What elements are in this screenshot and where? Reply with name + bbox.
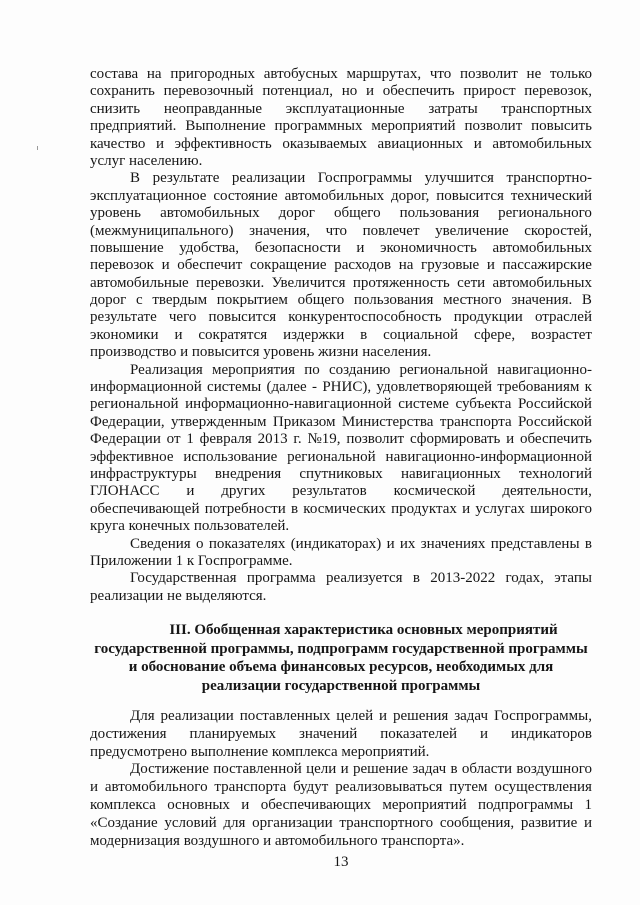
word: значения.: [511, 292, 573, 309]
word: отраслей: [534, 309, 592, 326]
paragraph: [90, 536, 592, 571]
word: информационно-навигационной: [185, 396, 392, 413]
word: поставленной: [213, 761, 302, 778]
word: позволит: [459, 66, 518, 82]
text-line: [90, 257, 592, 274]
word: и: [90, 779, 99, 796]
word: повысится: [436, 187, 504, 204]
word: решение: [352, 761, 409, 778]
word: автомобильных: [492, 274, 592, 291]
text-line: [90, 431, 592, 448]
word: и: [156, 135, 165, 152]
word: показателей: [380, 725, 458, 742]
word: 1: [584, 796, 592, 813]
text-line: [90, 779, 592, 797]
word: но: [341, 83, 358, 100]
word: основных: [167, 796, 230, 813]
word: пользования: [353, 292, 434, 309]
text-line: [90, 223, 592, 240]
text-line: [90, 466, 592, 483]
word: увеличение: [435, 222, 509, 239]
word: маршрутах,: [346, 66, 422, 82]
text-line: предусмотрено выполнение комплекса мероприятий.: [90, 743, 430, 760]
word: внедрения: [214, 465, 282, 482]
word: значения,: [249, 222, 311, 239]
word: дорог: [278, 205, 315, 222]
word: «Создание: [90, 814, 158, 831]
word: в: [360, 326, 368, 343]
word: возрастет: [530, 326, 592, 343]
word: транспорта: [439, 413, 512, 430]
text-line: [90, 483, 592, 500]
word: решения: [392, 708, 449, 724]
word: сообщения,: [439, 814, 515, 831]
word: автобусных: [263, 66, 338, 82]
word: повышение: [90, 239, 164, 256]
text-line: [90, 414, 592, 431]
word: позволит: [464, 118, 523, 135]
word: и: [356, 239, 365, 256]
word: космической: [393, 483, 476, 500]
word: общего: [297, 292, 345, 309]
paragraph: [90, 362, 592, 536]
word: мероприятий: [371, 118, 456, 135]
word: Российской: [518, 413, 592, 430]
word: расходов: [334, 257, 392, 274]
intro-text: [90, 66, 592, 605]
text-line: услуг населению.: [90, 152, 203, 169]
word: в: [584, 535, 592, 552]
word: в: [290, 500, 299, 517]
word: в: [412, 570, 420, 587]
word: улучшится: [424, 170, 494, 187]
paragraph: [90, 708, 592, 761]
word: требованиям: [497, 379, 580, 396]
word: развитие: [520, 814, 578, 831]
word: продукции: [453, 309, 523, 326]
word: №19,: [307, 431, 341, 448]
word: планируемых: [189, 725, 277, 742]
word: снизить: [90, 100, 141, 117]
word: перевозки.: [195, 274, 265, 291]
word: системы: [207, 379, 262, 396]
word: ГЛОНАСС: [90, 483, 160, 500]
text-line: модернизация воздушного и автомобильного транспорта».: [90, 832, 465, 849]
word: на: [146, 66, 162, 82]
word: технологий: [518, 465, 592, 482]
word: показателях: [208, 535, 286, 552]
word: перевозок: [90, 257, 154, 274]
word: пассажирские: [502, 257, 592, 274]
word: автомобильного: [104, 779, 208, 796]
word: региональной: [287, 448, 376, 465]
word: повысится: [208, 309, 277, 326]
paragraph: [90, 66, 592, 170]
word: грузовые: [421, 257, 480, 274]
word: транспортных: [501, 100, 592, 117]
word: скоростей,: [524, 222, 592, 239]
text-line: [90, 396, 592, 413]
word: автомобильные: [90, 274, 189, 291]
word: региональной: [90, 396, 179, 413]
word: покрытием: [216, 292, 288, 309]
text-line: [90, 101, 592, 118]
word: информационной: [90, 379, 202, 396]
word: годах,: [505, 570, 544, 587]
word: в: [450, 761, 458, 778]
word: что: [325, 222, 348, 239]
word: других: [221, 483, 266, 500]
word: реализовываться: [335, 779, 443, 796]
word: транспортно-: [506, 170, 592, 187]
word: системе: [398, 396, 449, 413]
word: и: [486, 257, 495, 274]
text-line: [90, 327, 592, 344]
word: организации: [252, 814, 333, 831]
word: навигационно-: [497, 361, 592, 378]
word: сократятся: [198, 326, 268, 343]
text-line: Приложении 1 к Госпрограмме.: [90, 552, 293, 569]
text-line: [90, 379, 592, 396]
word: неоправданные: [163, 100, 262, 117]
word: Министерства: [341, 413, 434, 430]
word: общего: [333, 205, 381, 222]
word: инфраструктуры: [90, 465, 197, 482]
word: только: [549, 66, 592, 82]
word: воздушного: [516, 761, 592, 778]
word: Увеличится: [271, 274, 346, 291]
word: автомобильных: [284, 187, 385, 204]
word: навигационных: [400, 465, 501, 482]
word: для: [223, 814, 246, 831]
word: и: [473, 135, 482, 152]
word: 2013-2022: [430, 570, 496, 587]
word: области: [461, 761, 513, 778]
word: 1: [186, 431, 194, 448]
word: Государственная: [130, 570, 237, 587]
word: Выполнение: [185, 118, 266, 135]
word: (межмуниципального): [90, 222, 234, 239]
text-line: [90, 708, 592, 726]
word: от: [166, 431, 181, 448]
word: В: [581, 292, 592, 309]
word: Госпрограммы: [317, 170, 413, 187]
word: социальной: [383, 326, 459, 343]
word: местного: [443, 292, 502, 309]
word: и: [480, 725, 489, 742]
word: затраты: [428, 100, 478, 117]
word: и: [379, 708, 388, 724]
word: субъекта: [455, 396, 512, 413]
heading-line: государственной программы, подпрограмм государственной программы: [94, 640, 588, 657]
word: обеспечить: [520, 431, 592, 448]
word: позволит: [346, 431, 405, 448]
word: сформировать: [409, 431, 501, 448]
word: реализации: [160, 708, 234, 724]
word: результате: [90, 309, 157, 326]
text-line: [90, 292, 592, 309]
word: эффективность: [174, 135, 272, 152]
text-line: [90, 449, 592, 466]
word: значений: [299, 725, 358, 742]
word: их: [399, 535, 416, 552]
word: эффективное: [90, 448, 174, 465]
word: результатов: [292, 483, 367, 500]
word: Российской: [518, 396, 592, 413]
paragraph: [90, 761, 592, 850]
word: космических: [303, 500, 386, 517]
paragraph: [90, 570, 592, 605]
word: дорог,: [391, 187, 430, 204]
paragraph: [90, 170, 592, 361]
word: деятельности,: [502, 483, 592, 500]
word: задач: [412, 761, 447, 778]
word: прирост: [463, 83, 516, 100]
word: с: [135, 292, 143, 309]
word: повлечет: [362, 222, 420, 239]
word: безопасности: [254, 239, 341, 256]
word: комплекса: [90, 796, 156, 813]
word: перевозочный: [163, 83, 254, 100]
word: автомобильных: [160, 205, 260, 222]
word: экономичность: [380, 239, 477, 256]
word: экономики: [90, 326, 159, 343]
word: сети: [457, 274, 486, 291]
word: и: [161, 257, 170, 274]
word: Приказом: [272, 413, 336, 430]
margin-mark: [37, 146, 38, 150]
word: (индикаторах): [290, 535, 382, 552]
word: перевозок,: [524, 83, 592, 100]
word: и: [386, 535, 395, 552]
word: поставленных: [239, 708, 331, 724]
text-line: реализации не выделяются.: [90, 587, 267, 604]
word: (далее: [266, 379, 307, 396]
word: спутниковых: [299, 465, 383, 482]
word: и: [583, 814, 592, 831]
word: задач: [454, 708, 489, 724]
word: и: [506, 431, 515, 448]
word: не: [526, 66, 542, 82]
text-line: [90, 205, 592, 222]
word: состава: [90, 66, 139, 82]
word: повысить: [531, 118, 592, 135]
word: 2013: [257, 431, 288, 448]
word: сохранить: [90, 83, 155, 100]
text-line: [90, 309, 592, 326]
word: Госпрограммы,: [493, 708, 592, 724]
word: транспортного: [339, 814, 434, 831]
word: обеспечить: [382, 83, 455, 100]
word: программных: [274, 118, 363, 135]
text-line: [90, 570, 592, 587]
word: РНИС),: [322, 379, 372, 396]
word: целей: [336, 708, 374, 724]
word: конкурентоспособность: [288, 309, 442, 326]
word: мероприятий: [382, 796, 467, 813]
section-text: [90, 708, 592, 850]
text-line: [90, 761, 592, 779]
word: издержки: [283, 326, 345, 343]
word: и: [462, 500, 471, 517]
text-line: [90, 362, 592, 379]
word: этапы: [554, 570, 592, 587]
word: протяженность: [352, 274, 450, 291]
word: г.: [293, 431, 302, 448]
text-line: [90, 240, 592, 257]
word: утвержденным: [170, 413, 267, 430]
word: и: [174, 326, 183, 343]
word: результате: [152, 170, 220, 187]
word: реализации: [231, 170, 306, 187]
word: путем: [449, 779, 488, 796]
word: реализуется: [326, 570, 403, 587]
word: оказываемых: [282, 135, 367, 152]
word: мероприятия: [212, 361, 296, 378]
word: обеспечивающих: [260, 796, 372, 813]
word: использование: [183, 448, 278, 465]
word: автомобильных: [492, 135, 592, 152]
word: пригородных: [170, 66, 255, 82]
text-line: [90, 797, 592, 815]
word: февраля: [199, 431, 252, 448]
word: и: [186, 483, 195, 500]
heading-line: и обоснование объема финансовых ресурсов, необходимых для: [128, 659, 554, 675]
text-line: [90, 501, 592, 518]
word: авиационных: [377, 135, 464, 152]
word: подпрограммы: [477, 796, 574, 813]
word: сфере,: [473, 326, 516, 343]
word: будут: [293, 779, 329, 796]
word: удобства,: [179, 239, 240, 256]
word: и: [241, 796, 250, 813]
word: технический: [510, 187, 592, 204]
word: обеспечит: [177, 257, 243, 274]
word: программа: [246, 570, 316, 587]
word: эксплуатационные: [285, 100, 405, 117]
word: Сведения: [130, 535, 191, 552]
text-line: [90, 188, 592, 205]
section-heading: [90, 621, 592, 695]
text-line: [90, 136, 592, 153]
word: эксплуатационное: [90, 187, 207, 204]
text-line: [90, 170, 592, 187]
word: продуктах: [391, 500, 457, 517]
word: условий: [164, 814, 217, 831]
word: на: [398, 257, 414, 274]
word: дорог: [90, 292, 127, 309]
word: и: [340, 761, 349, 778]
word: регионального: [498, 205, 592, 222]
word: сокращение: [250, 257, 327, 274]
word: Реализация: [130, 361, 203, 378]
word: Федерации,: [90, 413, 165, 430]
word: что: [429, 66, 452, 82]
word: навигационно-информационной: [385, 448, 592, 465]
text-line: круга конечных пользователей.: [90, 518, 290, 535]
text-line: [90, 83, 592, 100]
word: пользования: [399, 205, 480, 222]
text-line: [90, 815, 592, 833]
word: и: [365, 83, 375, 100]
word: -: [312, 379, 318, 396]
heading-line: III. Обобщенная характеристика основных мероприятий: [169, 622, 558, 638]
word: Достижение: [130, 761, 209, 778]
word: качество: [90, 135, 146, 152]
text-line: производство и повысится уровень жизни населения.: [90, 344, 432, 361]
word: Федерации: [90, 431, 161, 448]
heading-line: реализации государственной программы: [201, 677, 481, 694]
page-number: 13: [333, 854, 349, 870]
word: уровень: [90, 205, 142, 222]
word: предприятий.: [90, 118, 177, 135]
word: значениях: [420, 535, 486, 552]
word: твердым: [152, 292, 208, 309]
word: состояние: [213, 187, 278, 204]
word: представлены: [490, 535, 580, 552]
word: региональной: [399, 361, 489, 378]
text-line: [90, 118, 592, 135]
text-line: [90, 536, 592, 553]
word: потенциал,: [262, 83, 333, 100]
word: удовлетворяющей: [376, 379, 493, 396]
text-line: [90, 275, 592, 292]
word: автомобильных: [492, 239, 592, 256]
word: обеспечивающей: [90, 500, 200, 517]
word: по: [304, 361, 320, 378]
word: к: [584, 379, 592, 396]
word: транспорта: [214, 779, 287, 796]
word: индикаторов: [511, 725, 592, 742]
word: достижения: [90, 725, 167, 742]
word: осуществления: [494, 779, 592, 796]
word: потребности: [204, 500, 286, 517]
word: о: [196, 535, 204, 552]
word: В: [130, 170, 141, 187]
word: широкого: [530, 500, 592, 517]
word: Для: [130, 708, 155, 724]
word: цели: [306, 761, 337, 778]
word: чего: [168, 309, 197, 326]
text-line: [90, 726, 592, 744]
text-line: [90, 66, 592, 83]
word: созданию: [328, 361, 391, 378]
word: услугах: [475, 500, 525, 517]
